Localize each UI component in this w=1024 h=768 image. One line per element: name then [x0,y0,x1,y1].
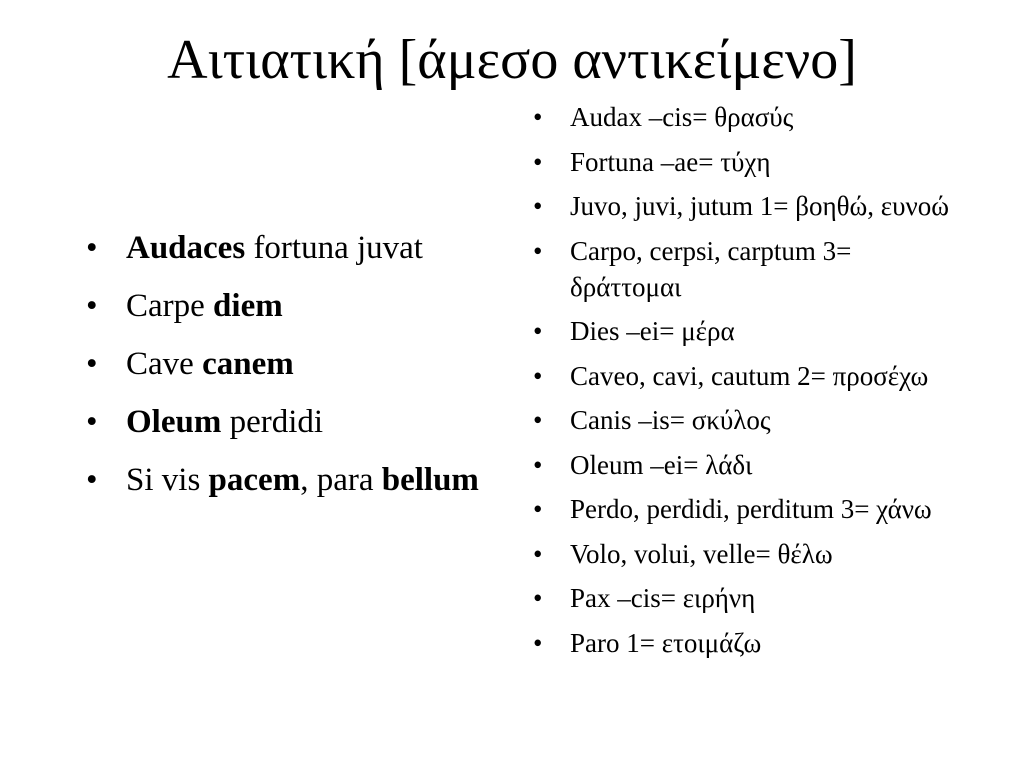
vocabulary-text: Oleum –ei= λάδι [570,449,753,480]
vocabulary-item [530,144,950,180]
vocabulary-text: Juvo, juvi, jutum 1= βοηθώ, ευνοώ [570,191,949,221]
phrase-text: Carpe [126,288,214,324]
phrase-object-word: Oleum [126,404,222,440]
vocabulary-item [530,625,950,661]
vocabulary-item [530,313,950,349]
vocabulary-item [530,536,950,572]
bullet-icon: • [533,146,543,177]
phrase-item [84,229,504,267]
vocabulary-item [530,580,950,616]
phrase-text: Si vis [126,462,209,498]
vocabulary-text: Volo, volui, velle= θέλω [570,538,833,569]
phrase-item [84,287,504,325]
phrase-object-word: bellum [381,462,479,498]
vocabulary-text: Perdo, perdidi, perditum 3= χάνω [570,494,932,524]
phrase-object-word: diem [213,288,283,324]
phrase-text: , para [300,462,382,498]
vocabulary-text: Fortuna –ae= τύχη [570,146,771,177]
bullet-icon: • [86,462,98,498]
bullet-icon: • [86,404,98,440]
vocabulary-text: Paro 1= ετοιμάζω [570,627,762,658]
vocabulary-item [530,99,950,135]
phrase-text: perdidi [221,404,324,440]
bullet-icon: • [533,538,543,569]
bullet-icon: • [533,191,543,221]
vocabulary-item [530,402,950,438]
vocabulary-text: Caveo, cavi, cautum 2= προσέχω [570,360,929,391]
vocabulary-text: Dies –ei= μέρα [570,316,735,346]
latin-phrases-list [84,229,504,519]
phrase-object-word: Audaces [126,230,246,266]
vocabulary-item [530,233,950,305]
bullet-icon: • [533,627,543,658]
phrase-text: Cave [126,346,203,382]
bullet-icon: • [533,102,543,132]
phrase-object-word: canem [202,346,294,382]
vocabulary-item [530,358,950,394]
phrase-item [84,345,504,383]
bullet-icon: • [533,449,543,480]
phrase-object-word: pacem [208,462,301,498]
bullet-icon: • [86,288,98,324]
bullet-icon: • [533,360,543,391]
vocabulary-list [530,99,950,669]
vocabulary-item [530,447,950,483]
phrase-text: fortuna juvat [245,230,423,266]
bullet-icon: • [86,230,98,266]
bullet-icon: • [533,235,543,266]
bullet-icon: • [86,346,98,382]
phrase-item [84,461,504,499]
bullet-icon: • [533,405,543,435]
vocabulary-text: Audax –cis= θρασύς [570,102,794,132]
slide-title: Αιτιατική [άμεσο αντικείμενο] [167,29,857,91]
bullet-icon: • [533,494,543,524]
vocabulary-item [530,188,950,224]
vocabulary-item [530,491,950,527]
bullet-icon: • [533,316,543,346]
bullet-icon: • [533,583,543,613]
vocabulary-text: Carpo, cerpsi, carptum 3= δράττομαι [570,235,852,302]
vocabulary-text: Canis –is= σκύλος [570,405,771,435]
vocabulary-text: Pax –cis= ειρήνη [570,583,756,613]
phrase-item [84,403,504,441]
